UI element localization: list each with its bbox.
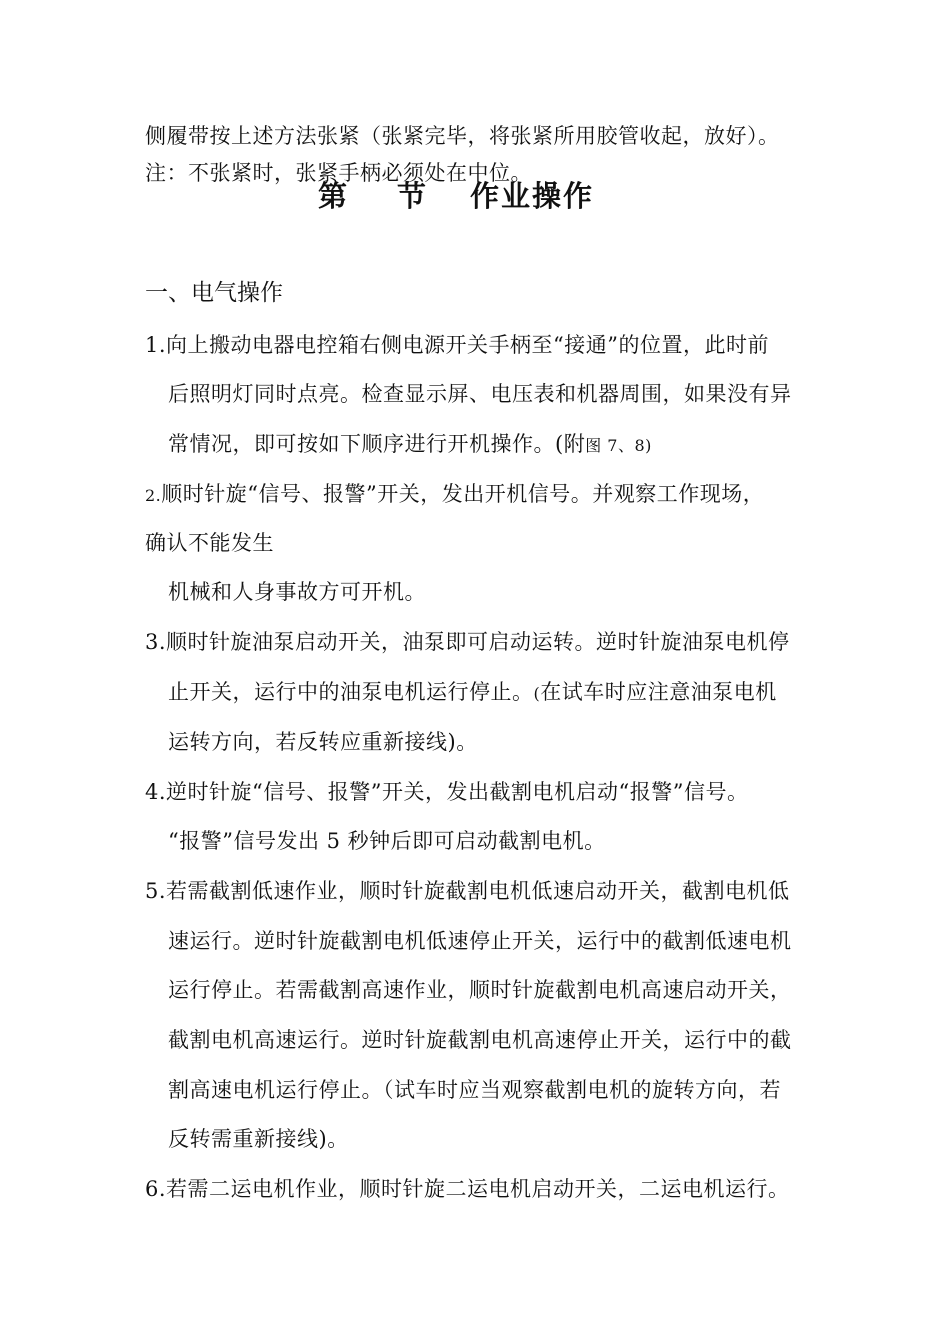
item-5-line-4: 截割电机高速运行。逆时针旋截割电机高速停止开关，运行中的截 — [168, 1028, 792, 1052]
item-3-paren: ( — [533, 684, 541, 703]
item-5-line-5: 割高速电机运行停止。（试车时应当观察截割电机的旋转方向，若 — [168, 1078, 781, 1102]
item-3-line-3: 运转方向，若反转应重新接线)。 — [168, 730, 478, 754]
item-6-line-1: 6.若需二运电机作业，顺时针旋二运电机启动开关，二运电机运行。 — [145, 1177, 790, 1201]
section-title-word-3: 作业操作 — [470, 179, 595, 213]
section-title-word-2: 节 — [397, 179, 429, 213]
item-2-line-1 — [145, 479, 764, 511]
item-4-line-1: 4.逆时针旋“信号、报警”开关，发出截割电机启动“报警”信号。 — [145, 780, 749, 804]
section-title-word-1: 第 — [318, 179, 350, 213]
item-2-line-2: 确认不能发生 — [145, 531, 274, 555]
item-3-line-2 — [168, 677, 777, 709]
item-1-line-3-text: 常情况，即可按如下顺序进行开机操作。(附 — [168, 432, 586, 456]
item-1-line-3 — [168, 429, 652, 461]
section-title — [318, 178, 594, 214]
item-2-line-3: 机械和人身事故方可开机。 — [168, 580, 426, 604]
item-5-line-6: 反转需重新接线)。 — [168, 1127, 349, 1151]
item-5-line-3: 运行停止。若需截割高速作业，顺时针旋截割电机高速启动开关， — [168, 978, 792, 1002]
item-5-line-2: 速运行。逆时针旋截割电机低速停止开关，运行中的截割低速电机 — [168, 929, 792, 953]
intro-line-2: 注：不张紧时，张紧手柄必须处在中位。 — [145, 161, 532, 185]
item-1-line-1: 1.向上搬动电器电控箱右侧电源开关手柄至“接通”的位置，此时前 — [145, 333, 770, 357]
item-5-line-1: 5.若需截割低速作业，顺时针旋截割电机低速启动开关，截割电机低 — [145, 879, 790, 903]
item-4-line-2: “报警”信号发出 5 秒钟后即可启动截割电机。 — [168, 829, 606, 853]
intro-line-1: 侧履带按上述方法张紧（张紧完毕，将张紧所用胶管收起，放好）。 — [145, 124, 780, 148]
subsection-heading: 一、电气操作 — [145, 280, 283, 306]
item-3-line-2-note: 在试车时应注意油泵电机 — [540, 680, 777, 704]
item-2-line-1-text: 顺时针旋“信号、报警”开关，发出开机信号。并观察工作现场， — [161, 482, 765, 506]
item-1-figure-ref: 图 7、8) — [585, 436, 652, 455]
item-3-line-2-text: 止开关，运行中的油泵电机运行停止。 — [168, 680, 534, 704]
item-1-line-2: 后照明灯同时点亮。检查显示屏、电压表和机器周围，如果没有异 — [168, 382, 792, 406]
item-2-number: 2. — [145, 486, 162, 505]
item-3-line-1: 3.顺时针旋油泵启动开关，油泵即可启动运转。逆时针旋油泵电机停 — [145, 630, 790, 654]
